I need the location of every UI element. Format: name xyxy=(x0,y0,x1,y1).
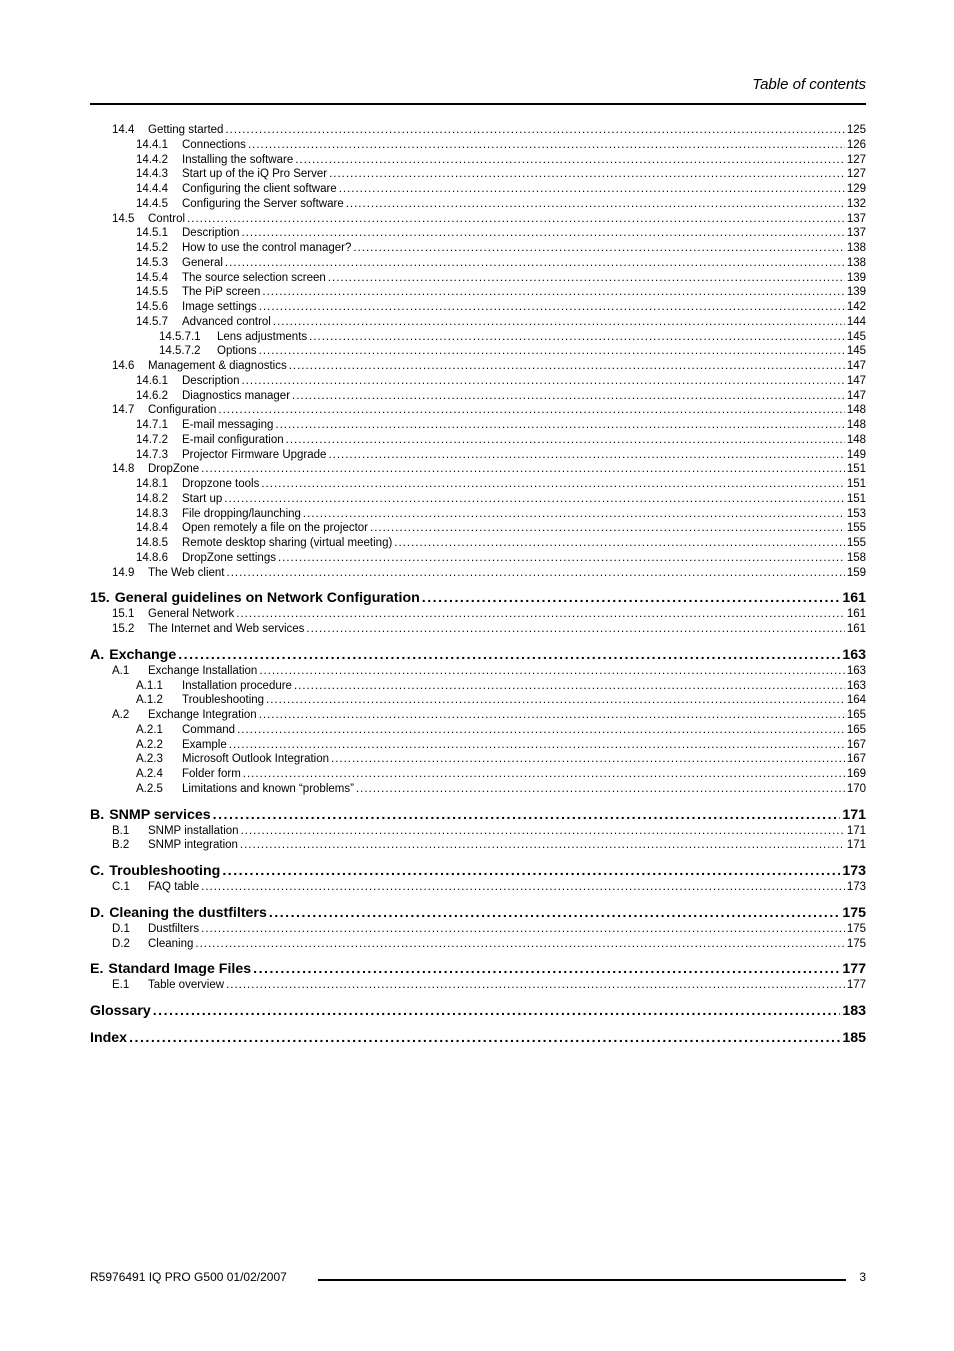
toc-section-title: Start up xyxy=(182,492,223,505)
toc-section-number: 14.7.1 xyxy=(136,419,168,431)
toc-chapter-title: D. xyxy=(90,904,105,921)
toc-section-title: SNMP installation xyxy=(148,824,239,837)
dot-leader xyxy=(253,960,840,978)
dot-leader xyxy=(278,551,845,566)
toc-chapter-entry[interactable] xyxy=(90,589,866,607)
dot-leader xyxy=(306,622,844,637)
toc-section-title: Microsoft Outlook Integration xyxy=(182,753,330,766)
dot-leader xyxy=(309,330,845,345)
toc-section-number: 14.5.7.1 xyxy=(159,330,201,343)
toc-section-number: B.2 xyxy=(112,839,130,852)
dot-leader xyxy=(195,937,844,952)
toc-page-number: 142 xyxy=(846,301,866,313)
toc-page-number: 161 xyxy=(842,590,866,607)
toc-section-entry[interactable] xyxy=(90,271,866,286)
dot-leader xyxy=(259,708,845,723)
toc-section-number: 14.4.1 xyxy=(136,138,168,151)
toc-section-title: Troubleshooting xyxy=(182,694,265,707)
toc-page-number: 151 xyxy=(846,478,866,490)
toc-section-number: C.1 xyxy=(112,881,130,893)
toc-section-entry[interactable] xyxy=(90,182,866,197)
toc-page-number: 163 xyxy=(842,646,866,663)
toc-chapter-title: C. xyxy=(90,863,105,879)
toc-section-title: Dustfilters xyxy=(148,922,200,935)
toc-section-entry[interactable] xyxy=(90,922,866,937)
toc-section-number: A.1 xyxy=(112,664,130,677)
dot-leader xyxy=(225,256,845,271)
toc-section-entry[interactable] xyxy=(90,838,866,853)
dot-leader xyxy=(201,922,845,937)
toc-section-number: 14.5.4 xyxy=(136,271,168,284)
toc-page-number: 151 xyxy=(846,463,866,476)
toc-section-title: The Web client xyxy=(148,566,225,579)
toc-page-number: 165 xyxy=(846,709,866,721)
toc-section-number: 14.5.3 xyxy=(136,256,168,269)
toc-section-entry[interactable] xyxy=(90,256,866,271)
toc-page-number: 173 xyxy=(842,863,866,879)
dot-leader xyxy=(229,738,845,753)
toc-section-number: 14.5.6 xyxy=(136,301,168,313)
toc-section-number: 14.8.5 xyxy=(136,537,168,549)
dot-leader xyxy=(224,492,845,507)
toc-section-title: FAQ table xyxy=(148,881,200,893)
toc-page-number: 183 xyxy=(842,1003,866,1019)
toc-section-title: Configuration xyxy=(148,404,217,417)
dot-leader xyxy=(275,418,844,433)
toc-section-title: File dropping/launching xyxy=(182,507,301,520)
dot-leader xyxy=(242,374,845,389)
toc-page-number: 138 xyxy=(846,256,866,269)
toc-section-entry[interactable] xyxy=(90,880,866,895)
toc-section-entry[interactable] xyxy=(90,978,866,993)
toc-page-number: 158 xyxy=(846,551,866,564)
toc-page-number: 159 xyxy=(846,566,866,579)
toc-section-number: A.2.2 xyxy=(136,738,163,751)
dot-leader xyxy=(226,978,845,993)
dot-leader xyxy=(187,212,845,227)
toc-section-entry[interactable] xyxy=(90,433,866,448)
toc-page-number: 175 xyxy=(842,904,866,921)
dot-leader xyxy=(259,664,844,679)
toc-section-entry[interactable] xyxy=(90,197,866,212)
dot-leader xyxy=(129,1029,840,1047)
toc-chapter-entry[interactable] xyxy=(90,862,866,880)
toc-chapter-name: Glossary xyxy=(90,1003,151,1019)
toc-section-title: Lens adjustments xyxy=(217,330,308,343)
toc-section-number: 14.4 xyxy=(112,124,135,136)
toc-page-number: 171 xyxy=(846,839,866,852)
toc-section-title: Management & diagnostics xyxy=(148,360,287,372)
toc-section-number: B.1 xyxy=(112,824,130,837)
dot-leader xyxy=(218,403,844,418)
dot-leader xyxy=(370,521,845,536)
toc-section-title: E-mail configuration xyxy=(182,433,284,446)
toc-page-number: 167 xyxy=(846,753,866,766)
toc-section-number: 14.8.2 xyxy=(136,492,168,505)
toc-chapter-name: Index xyxy=(90,1030,128,1046)
toc-section-number: 15.2 xyxy=(112,623,135,635)
dot-leader xyxy=(153,1002,841,1020)
toc-section-title: Description xyxy=(182,374,240,387)
dot-leader xyxy=(242,226,845,241)
dot-leader xyxy=(262,285,844,300)
toc-section-number: 14.9 xyxy=(112,566,135,579)
toc-section-title: Options xyxy=(217,345,257,358)
toc-section-title: Advanced control xyxy=(182,315,271,328)
toc-page-number: 167 xyxy=(846,738,866,751)
toc-page-number: 155 xyxy=(846,522,866,535)
toc-chapter-title: B. xyxy=(90,806,105,823)
toc-section-number: 14.8.1 xyxy=(136,478,168,490)
toc-section-number: 14.6.1 xyxy=(136,374,168,387)
toc-page-number: 165 xyxy=(846,723,866,736)
toc-section-entry[interactable] xyxy=(90,212,866,227)
header-rule xyxy=(90,103,866,105)
dot-leader xyxy=(394,536,845,551)
toc-page-number: 161 xyxy=(846,608,866,621)
toc-page-number: 153 xyxy=(846,507,866,520)
toc-chapter-name: Standard Image Files xyxy=(108,961,252,978)
toc-section-number: 14.4.5 xyxy=(136,197,168,210)
toc-section-title: DropZone settings xyxy=(182,551,276,564)
toc-section-title: Example xyxy=(182,738,227,751)
toc-page-number: 163 xyxy=(846,679,866,692)
toc-section-number: 14.8.3 xyxy=(136,507,168,520)
toc-section-entry[interactable] xyxy=(90,664,866,679)
toc-page-number: 145 xyxy=(846,330,866,343)
toc-section-number: 14.4.4 xyxy=(136,183,168,195)
dot-leader xyxy=(339,182,845,197)
toc-section-entry[interactable] xyxy=(90,723,866,738)
toc-page-number: 144 xyxy=(846,315,866,328)
dot-leader xyxy=(225,123,844,138)
toc-section-number: A.2.5 xyxy=(136,782,163,795)
toc-section-title: Dropzone tools xyxy=(182,478,260,490)
dot-leader xyxy=(289,359,845,374)
toc-section-number: A.2.1 xyxy=(136,723,163,736)
toc-section-title: Start up of the iQ Pro Server xyxy=(182,168,328,181)
toc-page-number: 138 xyxy=(846,242,866,254)
toc-section-entry[interactable] xyxy=(90,138,866,153)
toc-section-title: The Internet and Web services xyxy=(148,623,305,635)
toc-page-number: 148 xyxy=(846,419,866,431)
toc-section-title: Configuring the client software xyxy=(182,183,337,195)
toc-section-entry[interactable] xyxy=(90,937,866,952)
dot-leader xyxy=(346,197,845,212)
dot-leader xyxy=(236,607,845,622)
toc-section-title: Control xyxy=(148,212,186,225)
toc-section-title: Image settings xyxy=(182,301,257,313)
toc-page-number: 147 xyxy=(846,360,866,372)
toc-section-entry[interactable] xyxy=(90,403,866,418)
toc-section-entry[interactable] xyxy=(90,285,866,300)
toc-chapter-entry[interactable] xyxy=(90,904,866,922)
dot-leader xyxy=(241,824,845,839)
dot-leader xyxy=(269,904,840,922)
dot-leader xyxy=(213,806,841,824)
toc-section-number: 14.5.7 xyxy=(136,315,168,328)
toc-section-number: A.2.3 xyxy=(136,753,163,766)
toc-section-entry[interactable] xyxy=(90,679,866,694)
toc-section-entry[interactable] xyxy=(90,374,866,389)
dot-leader xyxy=(329,167,845,182)
toc-page-number: 137 xyxy=(846,227,866,240)
toc-section-number: 14.8 xyxy=(112,463,135,476)
toc-section-title: Description xyxy=(182,227,240,240)
dot-leader xyxy=(227,566,845,581)
toc-section-entry[interactable] xyxy=(90,622,866,637)
toc-section-entry[interactable] xyxy=(90,359,866,374)
toc-page-number: 185 xyxy=(842,1030,866,1046)
dot-leader xyxy=(422,589,841,607)
toc-section-entry[interactable] xyxy=(90,315,866,330)
toc-page-number: 148 xyxy=(846,404,866,417)
toc-chapter-name: General guidelines on Network Configuration xyxy=(114,590,420,607)
toc-chapter-entry[interactable] xyxy=(90,1002,866,1020)
toc-section-number: 14.8.6 xyxy=(136,551,168,564)
toc-section-number: D.1 xyxy=(112,922,130,935)
toc-chapter-entry[interactable] xyxy=(90,806,866,824)
dot-leader xyxy=(240,838,845,853)
toc-section-title: Installation procedure xyxy=(182,679,292,692)
dot-leader xyxy=(261,477,844,492)
toc-section-entry[interactable] xyxy=(90,226,866,241)
toc-section-entry[interactable] xyxy=(90,167,866,182)
toc-page-number: 171 xyxy=(842,806,866,823)
toc-section-number: 14.6.2 xyxy=(136,389,168,402)
toc-section-title: Open remotely a file on the projector xyxy=(182,522,369,535)
page-header-title: Table of contents xyxy=(752,76,866,93)
table-of-contents xyxy=(90,123,866,1047)
toc-page-number: 177 xyxy=(846,979,866,992)
toc-section-entry[interactable] xyxy=(90,241,866,256)
toc-page-number: 147 xyxy=(846,374,866,387)
toc-section-number: 14.5.2 xyxy=(136,242,168,254)
toc-section-number: 14.4.3 xyxy=(136,168,168,181)
toc-chapter-entry[interactable] xyxy=(90,1029,866,1047)
toc-section-title: E-mail messaging xyxy=(182,419,274,431)
toc-page-number: 155 xyxy=(846,537,866,549)
toc-section-number: A.2 xyxy=(112,709,130,721)
toc-section-number: 14.5.5 xyxy=(136,286,168,299)
toc-page-number: 173 xyxy=(846,881,866,893)
toc-section-number: E.1 xyxy=(112,979,130,992)
toc-section-title: Getting started xyxy=(148,124,224,136)
dot-leader xyxy=(295,153,845,168)
toc-section-number: 14.7.2 xyxy=(136,433,168,446)
toc-page-number: 161 xyxy=(846,623,866,635)
toc-section-number: A.1.1 xyxy=(136,679,163,692)
toc-page-number: 139 xyxy=(846,286,866,299)
toc-section-entry[interactable] xyxy=(90,462,866,477)
toc-section-title: Exchange Integration xyxy=(148,709,257,721)
toc-section-title: Table overview xyxy=(148,979,225,992)
dot-leader xyxy=(248,138,845,153)
toc-page-number: 137 xyxy=(846,212,866,225)
toc-page-number: 175 xyxy=(846,937,866,950)
toc-page-number: 171 xyxy=(846,824,866,837)
toc-section-entry[interactable] xyxy=(90,477,866,492)
toc-chapter-title: E. xyxy=(90,961,104,978)
toc-section-title: Projector Firmware Upgrade xyxy=(182,448,327,461)
toc-page-number: 148 xyxy=(846,433,866,446)
toc-page-number: 129 xyxy=(846,183,866,195)
dot-leader xyxy=(303,507,845,522)
toc-page-number: 149 xyxy=(846,448,866,461)
dot-leader xyxy=(356,782,845,797)
toc-section-title: Installing the software xyxy=(182,153,294,166)
toc-page-number: 163 xyxy=(846,664,866,677)
toc-section-entry[interactable] xyxy=(90,693,866,708)
toc-chapter-name: Cleaning the dustfilters xyxy=(109,904,267,921)
dot-leader xyxy=(259,344,845,359)
toc-section-entry[interactable] xyxy=(90,824,866,839)
toc-page-number: 127 xyxy=(846,168,866,181)
toc-section-entry[interactable] xyxy=(90,300,866,315)
toc-section-entry[interactable] xyxy=(90,738,866,753)
toc-page-number: 139 xyxy=(846,271,866,284)
toc-page-number: 126 xyxy=(846,138,866,151)
toc-section-entry[interactable] xyxy=(90,344,866,359)
toc-section-title: How to use the control manager? xyxy=(182,242,352,254)
toc-section-entry[interactable] xyxy=(90,492,866,507)
toc-page-number: 145 xyxy=(846,345,866,358)
toc-section-number: 14.5.7.2 xyxy=(159,345,201,358)
toc-section-number: 14.4.2 xyxy=(136,153,168,166)
toc-section-number: 14.5.1 xyxy=(136,227,168,240)
toc-section-title: The source selection screen xyxy=(182,271,326,284)
toc-section-entry[interactable] xyxy=(90,752,866,767)
toc-section-entry[interactable] xyxy=(90,418,866,433)
dot-leader xyxy=(259,300,845,315)
toc-page-number: 170 xyxy=(846,782,866,795)
toc-section-entry[interactable] xyxy=(90,389,866,404)
toc-section-number: 14.7.3 xyxy=(136,448,168,461)
toc-chapter-entry[interactable] xyxy=(90,960,866,978)
toc-chapter-name: Troubleshooting xyxy=(109,863,221,879)
toc-section-entry[interactable] xyxy=(90,708,866,723)
toc-section-entry[interactable] xyxy=(90,782,866,797)
toc-section-title: SNMP integration xyxy=(148,839,238,852)
toc-section-number: 14.5 xyxy=(112,212,135,225)
toc-section-entry[interactable] xyxy=(90,330,866,345)
toc-chapter-title: 15. xyxy=(90,590,110,607)
toc-section-entry[interactable] xyxy=(90,607,866,622)
toc-page-number: 175 xyxy=(846,922,866,935)
dot-leader xyxy=(328,448,844,463)
toc-page-number: 151 xyxy=(846,492,866,505)
toc-section-number: 15.1 xyxy=(112,608,135,621)
toc-section-entry[interactable] xyxy=(90,448,866,463)
toc-page-number: 125 xyxy=(846,124,866,136)
toc-page-number: 127 xyxy=(846,153,866,166)
footer-document-info: R5976491 IQ PRO G500 01/02/2007 xyxy=(90,1270,287,1284)
dot-leader xyxy=(328,271,845,286)
dot-leader xyxy=(286,433,845,448)
toc-section-title: Folder form xyxy=(182,768,241,780)
dot-leader xyxy=(294,679,845,694)
footer-rule xyxy=(318,1279,846,1281)
dot-leader xyxy=(292,389,845,404)
toc-section-number: A.1.2 xyxy=(136,694,163,707)
toc-section-number: D.2 xyxy=(112,937,130,950)
toc-chapter-entry[interactable] xyxy=(90,646,866,664)
dot-leader xyxy=(353,241,844,256)
dot-leader xyxy=(201,880,845,895)
toc-page-number: 177 xyxy=(842,961,866,978)
toc-section-entry[interactable] xyxy=(90,507,866,522)
dot-leader xyxy=(273,315,845,330)
toc-section-entry[interactable] xyxy=(90,551,866,566)
toc-section-title: Cleaning xyxy=(148,937,194,950)
toc-page-number: 132 xyxy=(846,197,866,210)
toc-section-entry[interactable] xyxy=(90,153,866,168)
toc-section-entry[interactable] xyxy=(90,767,866,782)
toc-page-number: 164 xyxy=(846,694,866,707)
toc-section-title: Diagnostics manager xyxy=(182,389,291,402)
toc-section-title: Remote desktop sharing (virtual meeting) xyxy=(182,537,393,549)
toc-section-title: Limitations and known “problems” xyxy=(182,782,354,795)
toc-section-title: Command xyxy=(182,723,236,736)
toc-chapter-name: Exchange xyxy=(109,646,177,663)
toc-section-title: Exchange Installation xyxy=(148,664,258,677)
dot-leader xyxy=(178,646,840,664)
toc-section-number: A.2.4 xyxy=(136,768,163,780)
toc-section-title: Connections xyxy=(182,138,246,151)
toc-section-entry[interactable] xyxy=(90,536,866,551)
dot-leader xyxy=(331,752,845,767)
dot-leader xyxy=(222,862,840,880)
toc-section-entry[interactable] xyxy=(90,566,866,581)
toc-section-title: DropZone xyxy=(148,463,200,476)
dot-leader xyxy=(243,767,845,782)
toc-section-title: General Network xyxy=(148,608,235,621)
toc-section-title: General xyxy=(182,256,223,269)
toc-section-title: The PiP screen xyxy=(182,286,261,299)
toc-chapter-title: A. xyxy=(90,646,105,663)
footer-page-number: 3 xyxy=(859,1270,866,1284)
toc-page-number: 169 xyxy=(846,768,866,780)
toc-section-number: 14.8.4 xyxy=(136,522,168,535)
dot-leader xyxy=(201,462,845,477)
toc-section-entry[interactable] xyxy=(90,521,866,536)
toc-section-title: Configuring the Server software xyxy=(182,197,344,210)
toc-section-entry[interactable] xyxy=(90,123,866,138)
toc-page-number: 147 xyxy=(846,389,866,402)
dot-leader xyxy=(237,723,845,738)
dot-leader xyxy=(266,693,845,708)
toc-section-number: 14.7 xyxy=(112,404,135,417)
toc-section-number: 14.6 xyxy=(112,360,135,372)
toc-chapter-name: SNMP services xyxy=(109,806,211,823)
